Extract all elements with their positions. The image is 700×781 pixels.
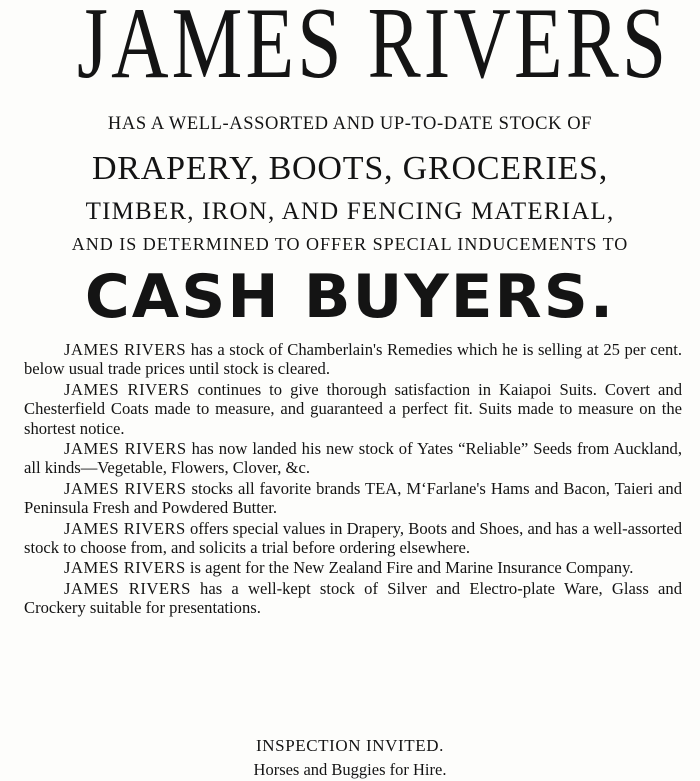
headline-materials: TIMBER, IRON, AND FENCING MATERIAL, <box>85 198 615 225</box>
merchant-name: JAMES RIVERS <box>64 518 186 538</box>
cash-buyers-heading: CASH BUYERS. <box>84 262 616 332</box>
paragraph-text: offers special values in Drapery, Boots and Shoes, and has a well-assorted stock to choose from, and solicits a trial before ordering elsewhere. <box>24 518 683 558</box>
masthead-title: JAMES RIVERS <box>77 0 670 100</box>
paragraph-drapery <box>24 519 682 558</box>
merchant-name: JAMES RIVERS <box>64 379 190 399</box>
merchant-name: JAMES RIVERS <box>64 558 186 578</box>
headline-goods: DRAPERY, BOOTS, GROCERIES, <box>91 150 609 187</box>
advert-body <box>24 340 682 619</box>
horses-for-hire: Horses and Buggies for Hire. <box>253 760 447 779</box>
merchant-name: JAMES RIVERS <box>64 578 191 598</box>
paragraph-text: has a stock of Chamberlain's Remedies which he is selling at 25 per cent. below usual trade prices until stock is cleared. <box>24 340 683 379</box>
paragraph-text: is agent for the New Zealand Fire and Marine Insurance Company. <box>185 558 634 578</box>
merchant-name: JAMES RIVERS <box>64 478 187 498</box>
tagline: HAS A WELL-ASSORTED AND UP-TO-DATE STOCK OF <box>107 114 593 134</box>
paragraph-text: stocks all favorite brands TEA, M‘Farlane's Hams and Bacon, Taieri and Peninsula Fresh and Powdered Butter. <box>24 478 683 518</box>
merchant-name: JAMES RIVERS <box>64 439 187 459</box>
inducements-line: AND IS DETERMINED TO OFFER SPECIAL INDUCEMENTS TO <box>71 234 629 254</box>
paragraph-suits <box>24 380 682 438</box>
paragraph-text: has a well-kept stock of Silver and Electro-plate Ware, Glass and Crockery suitable for presentations. <box>24 578 682 618</box>
paragraph-seeds <box>24 439 682 478</box>
paragraph-text: continues to give thorough satisfaction in Kaiapoi Suits. Covert and Chesterfield Coats made to measure, and guaranteed a perfect fit. Suits made to measure on the shortest notice. <box>24 379 682 438</box>
paragraph-remedies <box>24 340 682 379</box>
paragraph-insurance <box>24 558 682 577</box>
merchant-name: JAMES RIVERS <box>64 340 187 359</box>
paragraph-tea <box>24 479 682 518</box>
paragraph-silver <box>24 579 682 618</box>
paragraph-text: has now landed his new stock of Yates “Reliable” Seeds from Auckland, all kinds—Vegetable, Flowers, Clover, &c. <box>24 439 683 478</box>
inspection-invited: INSPECTION INVITED. <box>256 736 444 755</box>
